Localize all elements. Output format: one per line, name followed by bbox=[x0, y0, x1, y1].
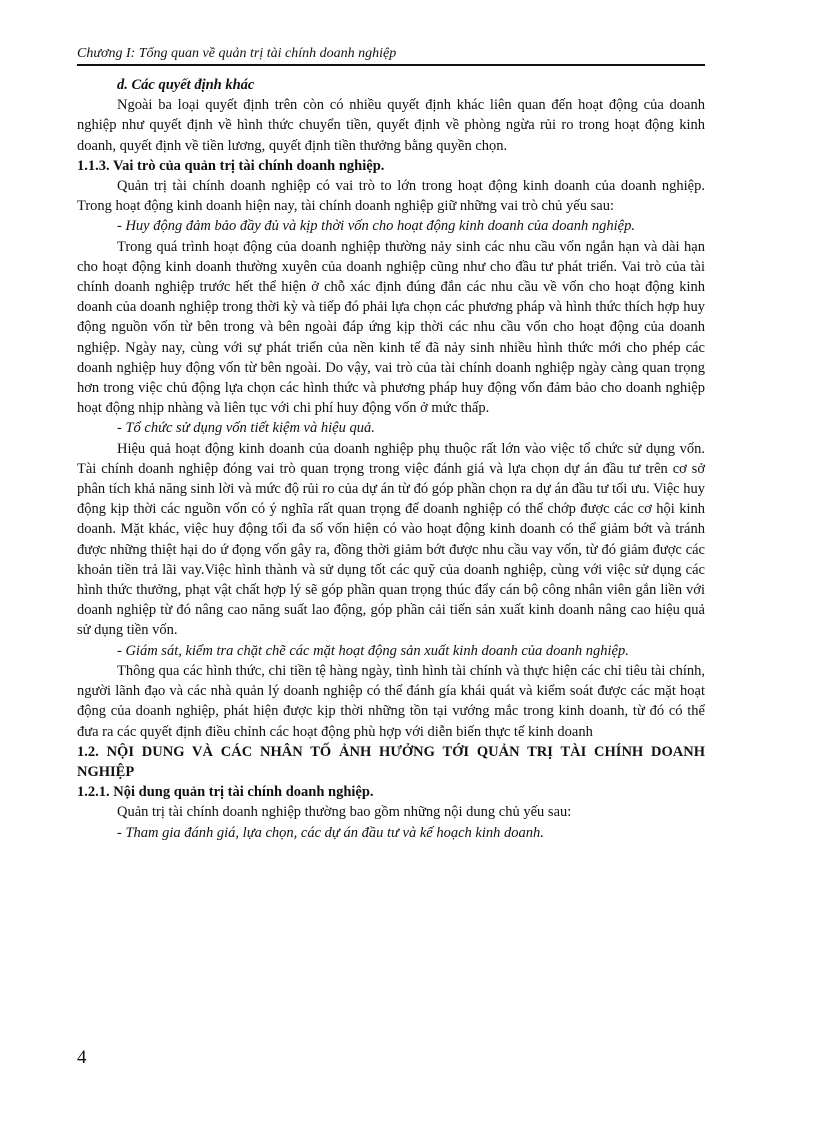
section-heading-1-1-3: 1.1.3. Vai trò của quản trị tài chính doanh nghiệp. bbox=[77, 157, 385, 174]
running-header: Chương I: Tổng quan về quản trị tài chính doanh nghiệp bbox=[77, 46, 397, 61]
paragraph: Trong quá trình hoạt động của doanh nghiệp thường nảy sinh các nhu cầu vốn ngắn hạn và dài hạn cho hoạt động kinh doanh thường xuyên của doanh nghiệp cũng như cho đầu tư phát triển. Vai trò của tài chính doanh nghiệp trước hết thể hiện ở chỗ xác định đúng đắn các nhu cầu về vốn cho hoạt động kinh doanh của doanh nghiệp trong thời kỳ và tiếp đó phải lựa chọn các phương pháp và hình thức thích hợp huy động nguồn vốn từ bên trong và bên ngoài đáp ứng kịp thời các nhu cầu vốn cho hoạt động của doanh nghiệp. Ngày nay, cùng với sự phát triển của nền kinh tế đã nảy sinh nhiều hình thức mới cho phép các doanh nghiệp huy động vốn từ bên ngoài. Do vậy, vai trò của tài chính doanh nghiệp ngày càng quan trọng hơn trong việc chủ động lựa chọn các hình thức và phương pháp huy động vốn đảm bảo cho doanh nghiệp hoạt động nhịp nhàng và liên tục với chi phí huy động vốn ở mức thấp. bbox=[77, 238, 705, 417]
role-item-supervision: - Giám sát, kiểm tra chặt chẽ các mặt hoạt động sản xuất kinh doanh của doanh nghiệp. bbox=[117, 642, 629, 659]
content-item-investment-evaluation: - Tham gia đánh giá, lựa chọn, các dự án đầu tư và kế hoạch kinh doanh. bbox=[117, 824, 544, 841]
role-item-capital-mobilization: - Huy động đảm bảo đầy đủ và kịp thời vốn cho hoạt động kinh doanh của doanh nghiệp. bbox=[117, 218, 635, 235]
role-item-capital-usage: - Tổ chức sử dụng vốn tiết kiệm và hiệu quả. bbox=[117, 420, 375, 437]
section-heading-1-2-1: 1.2.1. Nội dung quản trị tài chính doanh nghiệp. bbox=[77, 784, 374, 801]
subheading-other-decisions: d. Các quyết định khác bbox=[117, 77, 255, 93]
paragraph: Quản trị tài chính doanh nghiệp thường bao gồm những nội dung chủ yếu sau: bbox=[117, 804, 572, 821]
page-content bbox=[77, 75, 705, 843]
header-rule bbox=[77, 64, 705, 66]
page-number: 4 bbox=[77, 1047, 87, 1068]
paragraph: Quản trị tài chính doanh nghiệp có vai trò to lớn trong hoạt động kinh doanh của doanh nghiệp. Trong hoạt động kinh doanh hiện nay, tài chính doanh nghiệp giữ những vai trò chủ yếu sau: bbox=[77, 178, 705, 215]
paragraph: Ngoài ba loại quyết định trên còn có nhiều quyết định khác liên quan đến hoạt động của doanh nghiệp như quyết định về hình thức chuyển tiền, quyết định về phòng ngừa rủi ro trong hoạt động kinh doanh, quyết định về tiền lương, quyết định tiền thưởng bằng quyền chọn. bbox=[77, 97, 705, 154]
section-heading-1-2: 1.2. NỘI DUNG VÀ CÁC NHÂN TỐ ẢNH HƯỞNG TỚI QUẢN TRỊ TÀI CHÍNH DOANH NGHIỆP bbox=[77, 743, 705, 780]
paragraph: Thông qua các hình thức, chi tiền tệ hàng ngày, tình hình tài chính và thực hiện các chỉ tiêu tài chính, người lãnh đạo và các nhà quản lý doanh nghiệp có thể đánh gía khái quát và kiểm soát được các mặt hoạt động của doanh nghiệp, phát hiện được kịp thời những tồn tại vướng mắc trong kinh doanh, từ đó có thể đưa ra các quyết định điều chỉnh các hoạt động phù hợp với diễn biến thực tế kinh doanh bbox=[77, 662, 705, 740]
paragraph: Hiệu quả hoạt động kinh doanh của doanh nghiệp phụ thuộc rất lớn vào việc tổ chức sử dụng vốn. Tài chính doanh nghiệp đóng vai trò quan trọng trong việc đánh giá và lựa chọn dự án đầu tư trên cơ sở phân tích khả năng sinh lời và mức độ rủi ro của dự án từ đó góp phần chọn ra dự án đầu tư tối ưu. Việc huy động kịp thời các nguồn vốn có ý nghĩa rất quan trọng để doanh nghiệp có thể chớp được các cơ hội kinh doanh. Mặt khác, việc huy động tối đa số vốn hiện có vào hoạt động kinh doanh có thể giảm bớt và tránh được những thiệt hại do ứ đọng vốn gây ra, đồng thời giảm bớt được nhu cầu vay vốn, từ đó giảm được các khoản tiền trả lãi vay.Việc hình thành và sử dụng tốt các quỹ của doanh nghiệp, cùng với việc sử dụng các hình thức thưởng, phạt vật chất hợp lý sẽ góp phần quan trọng thúc đẩy cán bộ công nhân viên gắn liền với doanh nghiệp từ đó nâng cao năng suất lao động, góp phần cải tiến sản xuất kinh doanh nâng cao hiệu quả sử dụng tiền vốn. bbox=[77, 440, 705, 639]
